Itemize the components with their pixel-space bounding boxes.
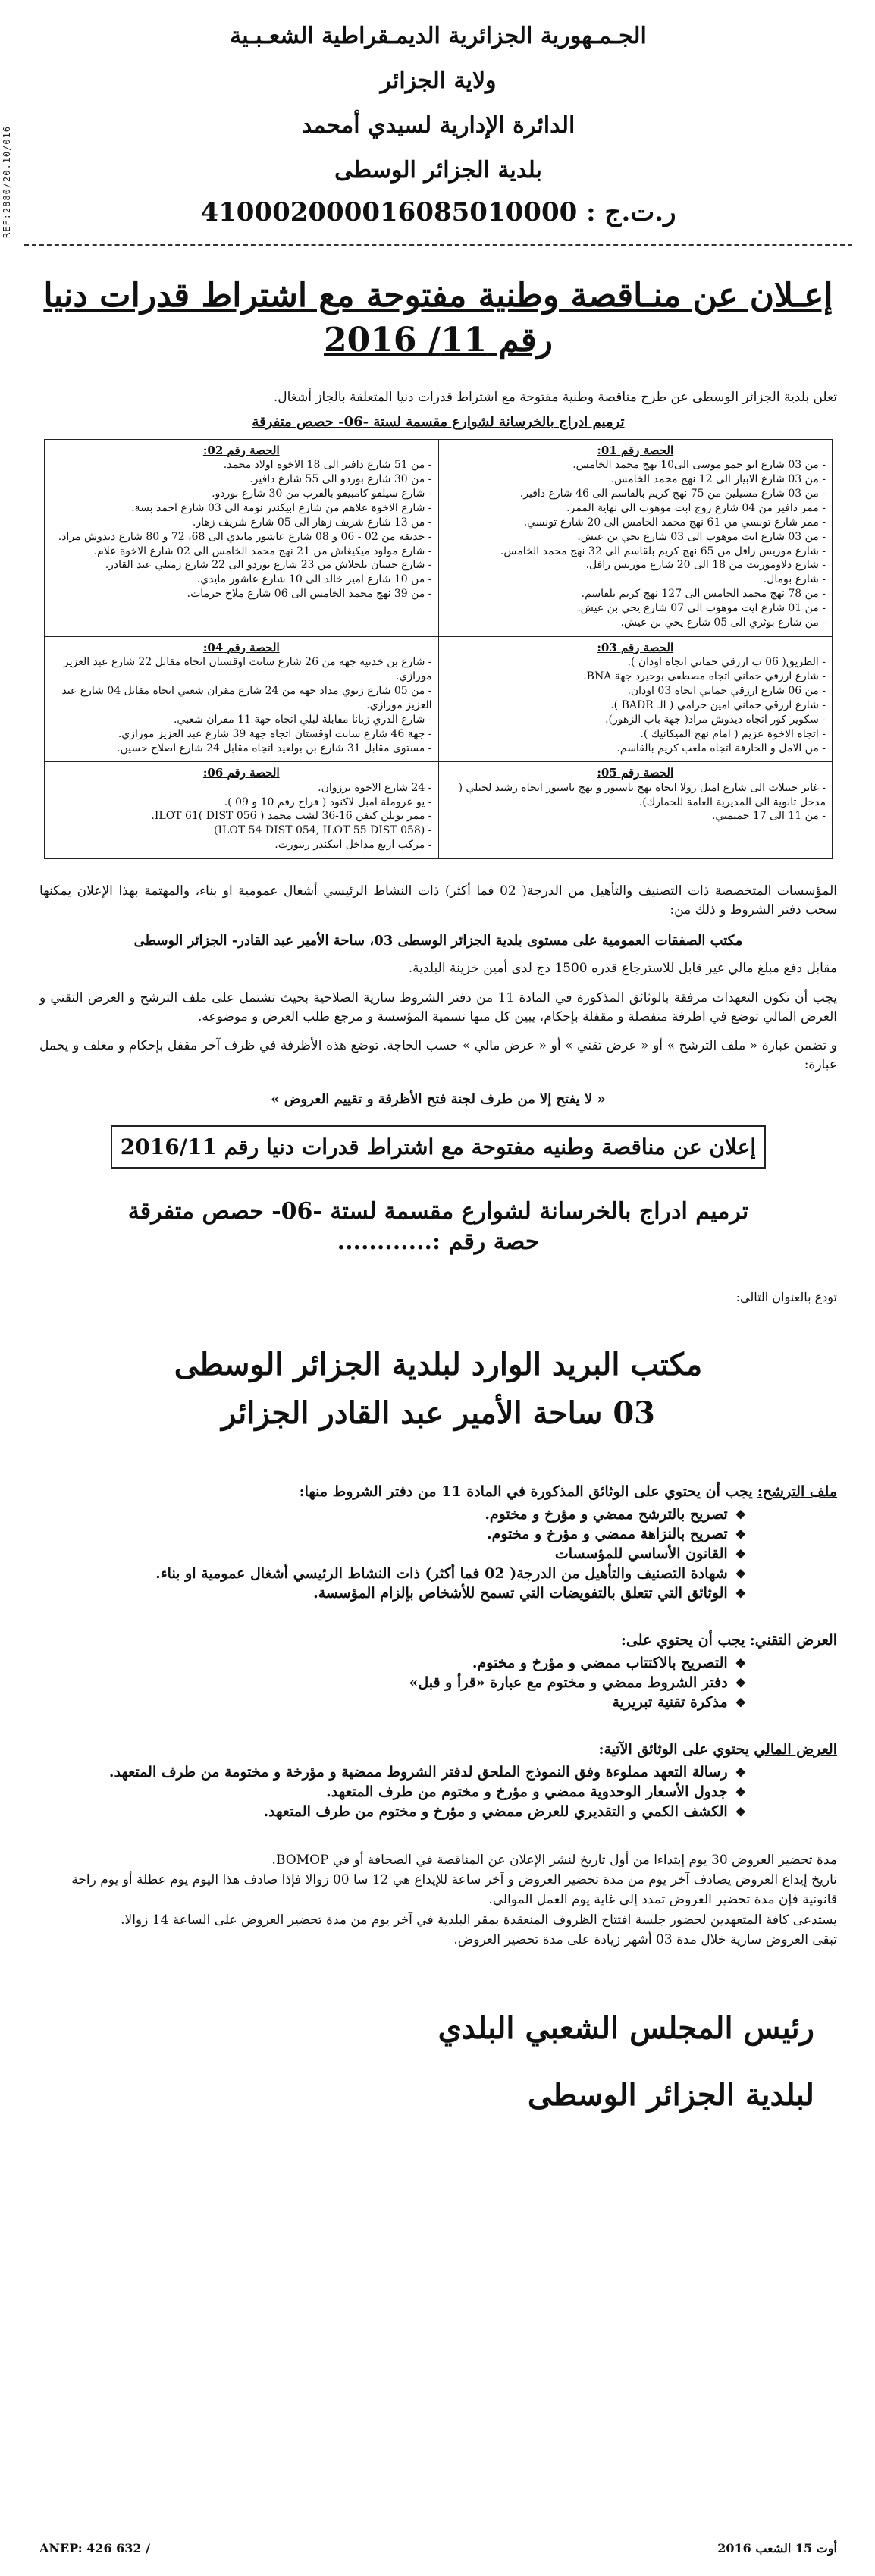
technical-lead: يجب أن يحتوي على: — [620, 1631, 745, 1649]
lot-heading: الحصة رقم 01: — [597, 444, 674, 457]
signature-block — [17, 1995, 814, 2129]
list-item: ❖ تصريح بالترشح ممضي و مؤرخ و مختوم. — [39, 1506, 746, 1523]
daira-name: الدائرة الإدارية لسيدي أمحمد — [301, 112, 575, 139]
lot-street-line: - من 13 شارع شريف زهار الى 05 شارع شريف زهار. — [192, 516, 432, 529]
bids-paragraph: يجب أن تكون التعهدات مرفقة بالوثائق المذكورة في المادة 11 من دفتر الشروط سارية الصلاحية بحيث تشتمل على ملف الترشح و العرض التقني و العرض المالي توضع في اظرفة منفصلة و مقفلة بإحكام، يبين كل منها تسمية المؤسسة و مرجع طلب العرض و موضوعه. — [39, 990, 837, 1024]
footer-publication: 2016 أوت 15 الشعب — [717, 2541, 837, 2556]
lot-street-line: - من 11 الى 17 حميمتي. — [711, 810, 826, 823]
address-lead: تودع بالعنوان التالي: — [735, 1289, 837, 1304]
address-line-2: 03 ساحة الأمير عبد القادر الجزائر — [221, 1395, 655, 1431]
lot-street-line: - يو عروملة امبل لاكنود ( فراج رقم 10 و 09 ). — [224, 795, 432, 808]
footer — [39, 2541, 837, 2556]
lot-lines — [51, 458, 432, 601]
financial-list — [39, 1764, 746, 1820]
lot-street-line: - ممر دافير من 04 شارع زوج ابت موهوب الى نهاية الممر. — [566, 501, 826, 514]
technical-heading: العرض التقني: — [749, 1631, 837, 1649]
lot-lines — [445, 458, 826, 630]
header-block — [17, 23, 860, 227]
list-item: ❖ الكشف الكمي و التقديري للعرض ممضي و مؤرخ و مختوم من طرف المتعهد. — [39, 1803, 746, 1820]
do-not-open-note: « لا يفتح إلا من طرف لجنة فتح الأظرفة و تقييم العروض » — [271, 1090, 606, 1107]
lot-street-line: - من 51 شارع دافير الى 18 الاخوة اولاد محمد. — [223, 459, 432, 472]
lot-street-line: - من 03 شارع ايت موهوب الى 03 شارع يحي بن عيش. — [577, 530, 826, 543]
lot-street-line: - شارع الاخوة علاهم من شارع ابيكندر نومة الى 03 شارع احمد بسة. — [131, 501, 432, 514]
fee-paragraph: مقابل دفع مبلغ مالي غير قابل للاسترجاع قدره 1500 دج لدى أمين خزينة البلدية. — [408, 961, 837, 977]
lot-street-line: - اتجاه الاخوة عزيم ( امام نهج الميكانيك ). — [640, 727, 826, 740]
lot-street-line: - مستوى مقابل 31 شارع بن بولعيد اتجاه مقابل 24 شارع اصلاح حسين. — [117, 742, 432, 755]
list-item: ❖ تصريح بالنزاهة ممضي و مؤرخ و مختوم. — [39, 1526, 746, 1542]
lot-lines — [51, 655, 432, 755]
technical-list — [39, 1655, 746, 1711]
address-line-1: مكتب البريد الوارد لبلدية الجزائر الوسطى — [174, 1346, 703, 1382]
list-item: ❖ القانون الأساسي للمؤسسات — [39, 1545, 746, 1562]
list-item: ❖ شهادة التصنيف والتأهيل من الدرجة( 02 فما أكثر) ذات النشاط الرئيسي أشغال عمومية او بناء. — [39, 1565, 746, 1582]
lot-street-line: - ممر شارع تونسي من 61 نهج محمد الخامس الى 20 شارع تونسي. — [523, 516, 826, 529]
lot-street-line: - من 03 شارع مسيلين من 75 نهج كريم بالقاسم الى 46 شارع دافير. — [519, 488, 826, 500]
lot-street-line: - شارع بومال. — [763, 573, 826, 586]
wilaya-name: ولاية الجزائر — [380, 67, 497, 94]
lot-street-line: - شارع سيلفو كامبيفو بالقرب من 30 شارع بوردو. — [212, 488, 432, 500]
candidature-section — [39, 1483, 837, 1602]
lot-heading: الحصة رقم 03: — [597, 640, 674, 654]
candidature-lead: يجب أن يحتوي على الوثائق المذكورة في المادة 11 من دفتر الشروط منها: — [299, 1483, 753, 1500]
lot-street-line: - من 30 شارع بوردو الى 55 شارع دافير. — [249, 473, 432, 486]
lot-street-line: - من 10 شارع امير خالد الى 10 شارع عاشور مايدي. — [196, 573, 432, 586]
lot-street-line: - من 39 نهج محمد الخامس الى 06 شارع ملاح حرمات. — [187, 588, 432, 601]
lots-table — [44, 439, 833, 859]
lot-street-line: - شارع مولود ميكيغاش من 21 نهج محمد الخامس الى 02 شارع الاخوة علام. — [93, 544, 432, 557]
lot-street-line: - ممر بوبلن كنفن 16-36 لشب محمد ILOT 61( DIST 056 ). — [151, 810, 432, 823]
envelope-paragraph: و تضمن عبارة « ملف الترشح » أو « عرض تقني » أو « عرض مالي » حسب الحاجة. توضع هذه الأظرفة في ظرف آخر مقفل بإحكام و مغلف و يحمل عبارة: — [39, 1038, 837, 1072]
lot-street-line: - شارع حسان بلحلاش من 23 شارع بوردو الى 22 شارع زميلي عبد القادر. — [105, 559, 432, 572]
lot-cell-3 — [438, 636, 833, 761]
lot-lines — [445, 655, 826, 755]
lot-street-line: - شارع بن خدنية جهة من 26 شارع سانت اوقستان اتجاه مقابل 22 شارع عبد العزيز مورازي. — [63, 656, 432, 683]
lot-street-line: - من 78 نهج محمد الخامس الى 127 نهج كريم بلقاسم. — [581, 588, 826, 601]
envelope-project-title: ترميم ادراج بالخرسانة لشوارع مقسمة لستة -06- حصص متفرقة — [127, 1197, 749, 1225]
lot-street-line: - من 03 شارع ابو حمو موسى الى10 نهج محمد الخامس. — [572, 459, 826, 472]
lot-street-line: - 24 شارع الاخوة برزوان. — [318, 781, 432, 794]
candidature-list — [39, 1506, 746, 1602]
lot-street-line: - من الامل و الخارقة اتجاه ملعب كريم بالقاسم. — [616, 742, 826, 755]
terms-block — [39, 1850, 837, 1950]
term-deposit: تاريخ إيداع العروض يصادف آخر يوم من مدة تحضير العروض و آخر ساعة للإيداع هي 12 سا 00 زوالا فإذا صادف هذا اليوم يوم عطلة أو يوم راحة قانونية فإن مدة تحضير العروض تمدد إلى غاية يوم العمل الموالي. — [71, 1872, 837, 1908]
lot-street-line: - من 06 شارع ارزقي حماني اتجاه 03 اودان. — [627, 684, 826, 697]
announcement-page — [17, 14, 860, 2562]
term-preparation: مدة تحضير العروض 30 يوم إبتداءا من أول تاريخ لنشر الإعلان عن المناقصة في الصحافة أو في BOMOP. — [271, 1852, 837, 1868]
lot-street-line: - من 01 شارع ايت موهوب الى 07 شارع يحي بن عيش. — [577, 602, 826, 615]
envelope-label-box: إعلان عن مناقصة وطنيه مفتوحة مع اشتراط قدرات دنيا رقم 2016/11 — [111, 1125, 766, 1169]
lots-row — [45, 762, 833, 859]
signatory-title: رئيس المجلس الشعبي البلدي — [438, 2010, 814, 2047]
lot-lines — [51, 781, 432, 852]
technical-section — [39, 1632, 837, 1711]
header-divider — [24, 244, 852, 246]
lot-street-line: - من 05 شارع زبوي مداد جهة من 24 شارع مقران شعبي اتجاه مقابل 04 شارع عبد العزيز مورازي. — [61, 684, 432, 711]
financial-lead: يحتوي على الوثائق الآتية: — [598, 1740, 750, 1758]
lot-street-line: - شارع ارزقي حماني اتجاه مصطفى بوحيرد جهة BNA. — [583, 670, 826, 683]
lot-street-line: - من شارع بوثري الى 05 شارع يحي بن عيش. — [620, 617, 826, 629]
lot-street-line: - شارع موريس رافل من 65 نهج كريم بلقاسم الى 32 نهج محمد الخامس. — [500, 544, 826, 557]
list-item: ❖ رسالة التعهد مملوءة وفق النموذج الملحق لدفتر الشروط ممضية و مؤرخة و مختومة من طرف المتعهد. — [39, 1764, 746, 1781]
lots-row — [45, 440, 833, 637]
lot-lines — [445, 781, 826, 824]
lot-street-line: - حديقة من 02 - 06 و 08 شارع عاشور مايدي الى 68، 72 و 80 شارع ديدوش مراد. — [58, 530, 432, 543]
lot-street-line: - الطريق( 06 ب ارزقي حماني اتجاه اودان ). — [627, 656, 826, 669]
lot-street-line: - شارع دلاوموريت من 18 الى 20 شارع موريس رافل. — [585, 559, 826, 572]
signatory-commune: لبلدية الجزائر الوسطى — [527, 2077, 814, 2113]
envelope-lot-number: حصة رقم :............ — [337, 1228, 540, 1255]
list-item: ❖ مذكرة تقنية تبريرية — [39, 1694, 746, 1711]
announcement-title: إعـلان عن منـاقصة وطنية مفتوحة مع اشتراط قدرات دنيا — [43, 276, 833, 315]
republic-name: الجـمـهورية الجزائرية الديمـقراطية الشعـبـية — [230, 23, 647, 49]
lot-heading: الحصة رقم 02: — [202, 444, 280, 457]
lot-street-line: - (ILOT 54 DIST 054, ILOT 55 DIST 058) — [214, 824, 432, 837]
commune-name: بلدية الجزائر الوسطى — [334, 157, 542, 184]
lot-cell-2 — [45, 440, 439, 637]
term-validity: تبقى العروض سارية خلال مدة 03 أشهر زيادة على مدة تحضير العروض. — [453, 1931, 837, 1947]
deposit-address — [17, 1341, 860, 1438]
financial-section — [39, 1741, 837, 1820]
nif-number: ر.ت.ج : 410002000016085010000 — [200, 197, 676, 227]
lot-street-line: - جهة 46 شارع سانت اوقستان اتجاه جهة 39 شارع عبد العزيز مورازي. — [118, 727, 432, 740]
financial-heading: العرض المالي — [754, 1740, 837, 1758]
footer-anep: ANEP: 426 632 / — [39, 2541, 150, 2556]
project-title: ترميم ادراج بالخرسانة لشوارع مقسمة لستة -06- حصص متفرقة — [252, 414, 625, 430]
lot-street-line: - غابر حبيلات الى شارع امبل زولا اتجاه نهج باستور و نهج باستور اتجاه رشيد لجيلي ( مدخل ثانوية الى المديرية العامة للجمارك). — [458, 781, 826, 808]
lot-cell-4 — [45, 636, 439, 761]
intro-text: تعلن بلدية الجزائر الوسطى عن طرح مناقصة وطنية مفتوحة مع اشتراط قدرات دنيا المتعلقة بالجاز أشغال. — [273, 390, 837, 405]
lot-street-line: - من 03 شارع الابيار الى 12 نهج محمد الخامس. — [610, 473, 826, 486]
list-item: ❖ التصريح بالاكتتاب ممضي و مؤرخ و مختوم. — [39, 1655, 746, 1671]
list-item: ❖ دفتر الشروط ممضي و مختوم مع عبارة «قرأ و قبل» — [39, 1674, 746, 1691]
lot-cell-6 — [45, 762, 439, 859]
office-line: مكتب الصفقات العمومية على مستوى بلدية الجزائر الوسطى 03، ساحة الأمير عبد القادر- الجزائر الوسطى — [133, 933, 743, 949]
candidature-heading: ملف الترشح: — [757, 1483, 837, 1500]
lot-heading: الحصة رقم 06: — [202, 766, 280, 780]
lots-row — [45, 636, 833, 761]
reference-code: REF:2880/20.10/016 — [2, 125, 12, 239]
term-opening: يستدعى كافة المتعهدين لحضور جلسة افتتاح الظروف المنعقدة بمقر البلدية في آخر يوم من مدة تحضير العروض على الساعة 14 زوالا. — [121, 1912, 837, 1928]
lot-street-line: - شارع الدري زيانا مقابلة لبلي اتجاه جهة 11 مقران شعبي. — [173, 713, 432, 726]
lot-cell-1 — [438, 440, 833, 637]
lot-street-line: - سكوير كور اتجاه ديدوش مراد( جهة باب الزهور). — [605, 713, 826, 726]
lot-heading: الحصة رقم 04: — [202, 640, 280, 654]
eligibility-paragraph: المؤسسات المتخصصة ذات التصنيف والتأهيل من الدرجة( 02 فما أكثر) ذات النشاط الرئيسي أشغال عمومية او بناء، والمهتمة بهذا الإعلان يمكنها سحب دفتر الشروط و ذلك من: — [39, 883, 837, 918]
announcement-number: رقم 11/ 2016 — [324, 321, 553, 359]
list-item: ❖ الوثائق التي تتعلق بالتفويضات التي تسمح للأشخاص بإلزام المؤسسة. — [39, 1585, 746, 1602]
lot-street-line: - شارع ارزقي حماني امين حرامي ( الـ BADR ). — [610, 698, 826, 711]
lot-street-line: - مركب اربع مداخل ابيكندر ريبورت. — [274, 839, 432, 852]
lot-heading: الحصة رقم 05: — [597, 766, 674, 780]
lot-cell-5 — [438, 762, 833, 859]
list-item: ❖ جدول الأسعار الوحدوية ممضي و مؤرخ و مختوم من طرف المتعهد. — [39, 1784, 746, 1800]
